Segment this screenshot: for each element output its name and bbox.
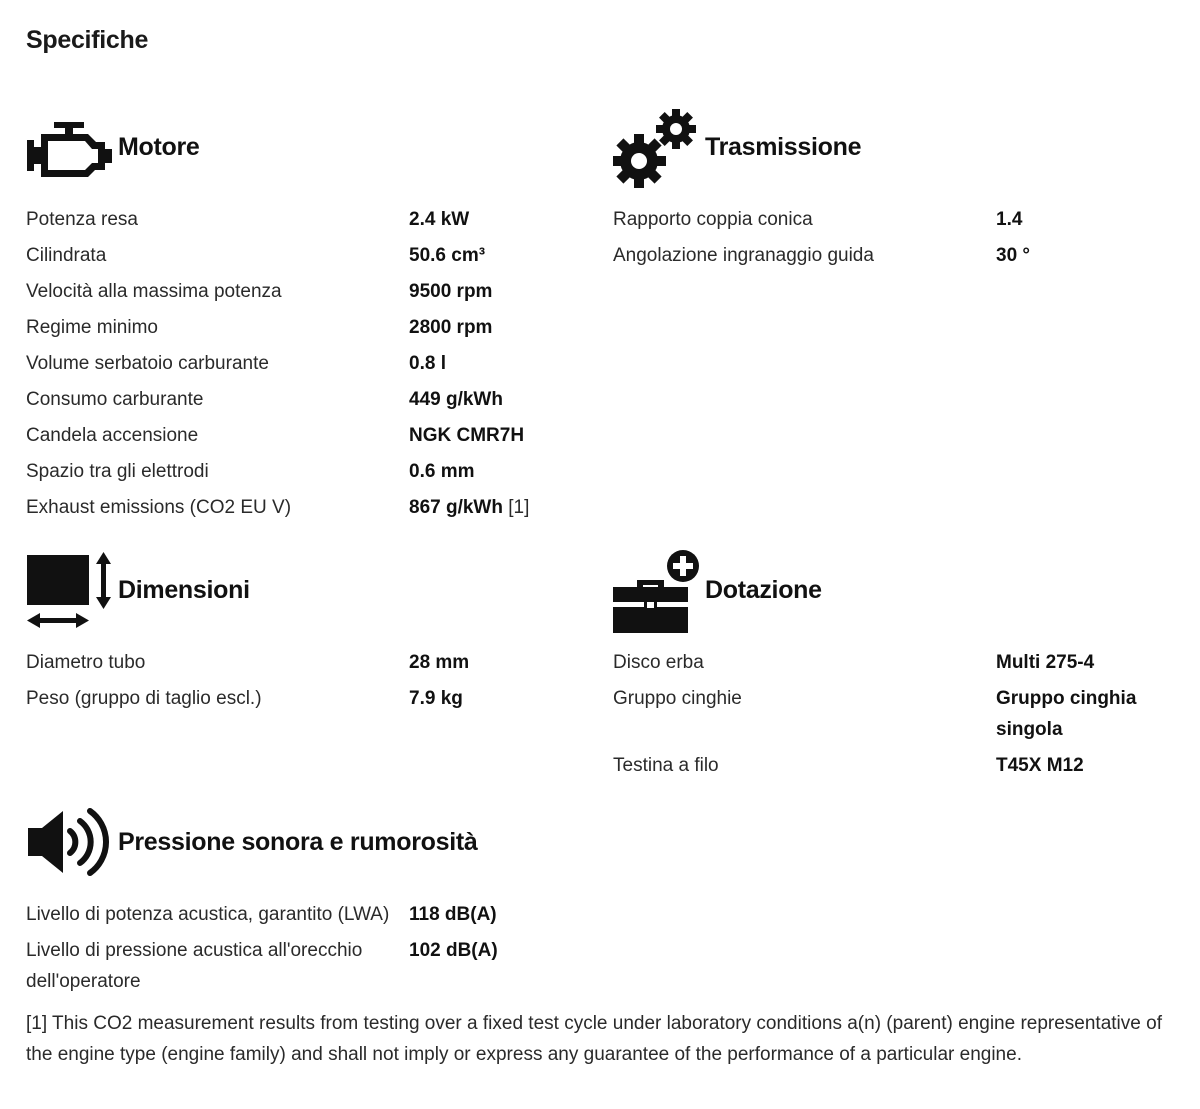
- spec-row: [613, 204, 1173, 235]
- spec-value: NGK CMR7H: [409, 425, 525, 446]
- spec-row: [613, 750, 1173, 781]
- spec-row: [613, 683, 1173, 745]
- speaker-icon: [26, 799, 114, 885]
- section-rumorosita: [26, 799, 586, 1002]
- spec-row: [26, 384, 586, 415]
- spec-value: 102 dB(A): [409, 940, 498, 961]
- spec-value-cell: [996, 240, 1146, 271]
- spec-value: 118 dB(A): [409, 904, 497, 925]
- spec-label: Diametro tubo: [26, 652, 146, 673]
- spec-value: 9500 rpm: [409, 281, 493, 302]
- spec-row: [26, 420, 586, 451]
- spec-value: 0.8 l: [409, 353, 446, 374]
- spec-value-cell: [409, 647, 579, 678]
- spec-value: T45X M12: [996, 755, 1084, 776]
- spec-row: [26, 312, 586, 343]
- section-title: Dimensioni: [118, 575, 250, 604]
- spec-label: Gruppo cinghie: [613, 688, 742, 709]
- spec-label: Volume serbatoio carburante: [26, 353, 269, 374]
- spec-value: 2.4 kW: [409, 209, 470, 230]
- spec-value-cell: [409, 492, 579, 523]
- spec-value: 1.4: [996, 209, 1023, 230]
- spec-value-cell: [996, 204, 1146, 235]
- section-title: Motore: [118, 132, 200, 161]
- spec-value: 0.6 mm: [409, 461, 475, 482]
- footnote: [1] This CO2 measurement results from testing over a fixed test cycle under laboratory conditions a(n) (parent) engine representative of the engine type (engine family) and shall not imply or express any guarantee of the performance of a particular engine.: [26, 1013, 1162, 1065]
- section-title: Trasmissione: [705, 132, 862, 161]
- spec-label: Consumo carburante: [26, 389, 204, 410]
- spec-label: Livello di pressione acustica all'orecchio dell'operatore: [26, 940, 363, 992]
- section-title: Pressione sonora e rumorosità: [118, 827, 478, 856]
- spec-value: Multi 275-4: [996, 652, 1095, 673]
- spec-value-cell: [996, 683, 1146, 745]
- spec-value-cell: [409, 384, 579, 415]
- spec-label: Testina a filo: [613, 755, 719, 776]
- spec-row: [613, 647, 1173, 678]
- spec-label: Regime minimo: [26, 317, 158, 338]
- spec-value-cell: [409, 348, 579, 379]
- spec-row: [26, 899, 586, 930]
- dimensions-icon: [26, 547, 114, 633]
- spec-row: [26, 204, 586, 235]
- spec-value: 7.9 kg: [409, 688, 463, 709]
- spec-row: [26, 456, 586, 487]
- toolbox-plus-icon: [613, 547, 701, 633]
- spec-value-cell: [996, 647, 1146, 678]
- spec-label: Peso (gruppo di taglio escl.): [26, 688, 262, 709]
- spec-value-cell: [409, 456, 579, 487]
- section-header: [26, 104, 586, 190]
- spec-value-cell: [409, 899, 579, 930]
- spec-label: Rapporto coppia conica: [613, 209, 813, 230]
- gears-icon: [613, 104, 701, 190]
- section-header: [613, 104, 1173, 190]
- spec-value-cell: [409, 276, 579, 307]
- spec-row: [26, 647, 586, 678]
- section-dotazione: [613, 547, 1173, 786]
- section-header: [26, 547, 586, 633]
- footnote-reference: [1]: [502, 497, 530, 518]
- spec-label: Exhaust emissions (CO2 EU V): [26, 497, 292, 518]
- spec-row: [613, 240, 1173, 271]
- engine-icon: [26, 104, 114, 190]
- section-dimensioni: [26, 547, 586, 719]
- spec-label: Angolazione ingranaggio guida: [613, 245, 874, 266]
- spec-value-cell: [409, 204, 579, 235]
- section-header: [26, 799, 586, 885]
- spec-list: [613, 204, 1173, 271]
- spec-label: Disco erba: [613, 652, 704, 673]
- section-trasmissione: [613, 104, 1173, 276]
- spec-value-cell: [409, 420, 579, 451]
- spec-row: [26, 240, 586, 271]
- spec-value-cell: [409, 935, 579, 966]
- spec-row: [26, 935, 586, 997]
- spec-label: Potenza resa: [26, 209, 138, 230]
- spec-value-cell: [409, 240, 579, 271]
- page-title: Specifiche: [26, 26, 149, 54]
- section-header: [613, 547, 1173, 633]
- section-motore: [26, 104, 586, 528]
- spec-list: [26, 647, 586, 714]
- spec-value-cell: [409, 312, 579, 343]
- spec-value-cell: [996, 750, 1146, 781]
- spec-label: Velocità alla massima potenza: [26, 281, 282, 302]
- spec-label: Candela accensione: [26, 425, 199, 446]
- spec-row: [26, 348, 586, 379]
- spec-value: 449 g/kWh: [409, 389, 503, 410]
- section-title: Dotazione: [705, 575, 822, 604]
- spec-value: 30 °: [996, 245, 1031, 266]
- spec-list: [26, 204, 586, 523]
- spec-list: [613, 647, 1173, 781]
- spec-list: [26, 899, 586, 997]
- spec-value: Gruppo cinghia singola: [996, 688, 1137, 740]
- spec-label: Spazio tra gli elettrodi: [26, 461, 209, 482]
- spec-row: [26, 276, 586, 307]
- spec-row: [26, 492, 586, 523]
- spec-value-cell: [409, 683, 579, 714]
- spec-value: 2800 rpm: [409, 317, 493, 338]
- spec-value: 50.6 cm³: [409, 245, 486, 266]
- spec-label: Livello di potenza acustica, garantito (LWA): [26, 904, 390, 925]
- spec-value: 28 mm: [409, 652, 470, 673]
- spec-row: [26, 683, 586, 714]
- spec-label: Cilindrata: [26, 245, 107, 266]
- spec-value: 867 g/kWh: [409, 497, 503, 518]
